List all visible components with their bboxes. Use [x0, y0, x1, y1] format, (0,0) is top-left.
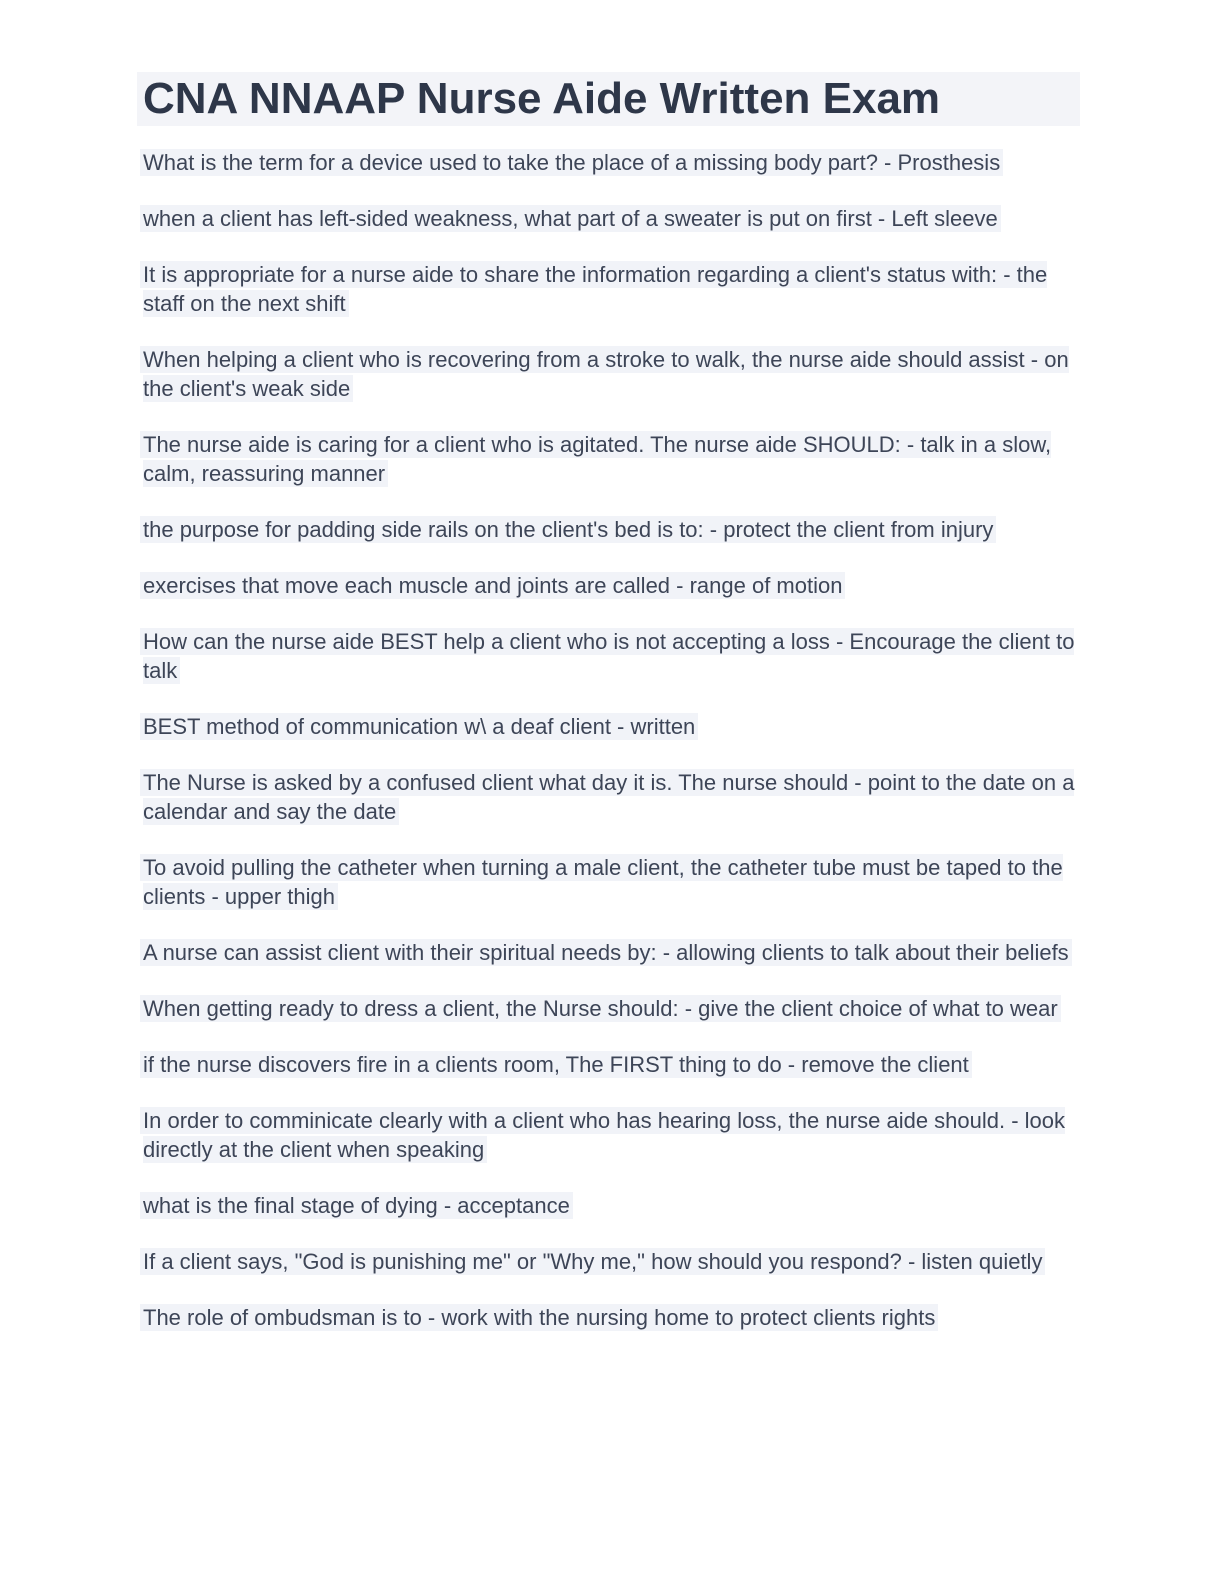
qa-item [143, 712, 1081, 741]
qa-item [143, 1106, 1081, 1164]
qa-item [143, 515, 1081, 544]
qa-text: The role of ombudsman is to - work with the nursing home to protect clients rights [140, 1304, 938, 1331]
qa-text: when a client has left-sided weakness, what part of a sweater is put on first - Left sleeve [140, 205, 1001, 232]
qa-item [143, 260, 1081, 318]
qa-text: If a client says, "God is punishing me" or "Why me," how should you respond? - listen quietly [140, 1248, 1045, 1275]
qa-item [143, 994, 1081, 1023]
qa-text: To avoid pulling the catheter when turning a male client, the catheter tube must be taped to the clients - upper thigh [140, 854, 1063, 910]
qa-text: the purpose for padding side rails on the client's bed is to: - protect the client from injury [140, 516, 996, 543]
qa-list [143, 148, 1081, 1332]
qa-text: exercises that move each muscle and joints are called - range of motion [140, 572, 845, 599]
qa-text: A nurse can assist client with their spiritual needs by: - allowing clients to talk about their beliefs [140, 939, 1072, 966]
qa-text: When getting ready to dress a client, the Nurse should: - give the client choice of what to wear [140, 995, 1061, 1022]
qa-item [143, 204, 1081, 233]
qa-text: It is appropriate for a nurse aide to share the information regarding a client's status with: - the staff on the next shift [140, 261, 1047, 317]
qa-item [143, 853, 1081, 911]
qa-text: if the nurse discovers fire in a clients room, The FIRST thing to do - remove the client [140, 1051, 972, 1078]
document-content [143, 72, 1081, 1359]
qa-text: In order to comminicate clearly with a client who has hearing loss, the nurse aide should. - look directly at the client when speaking [140, 1107, 1065, 1163]
page-title: CNA NNAAP Nurse Aide Written Exam [137, 72, 1080, 126]
qa-item [143, 430, 1081, 488]
qa-item [143, 571, 1081, 600]
qa-text: BEST method of communication w\ a deaf client - written [140, 713, 698, 740]
qa-item [143, 1247, 1081, 1276]
qa-text: The Nurse is asked by a confused client what day it is. The nurse should - point to the date on a calendar and say the date [140, 769, 1074, 825]
qa-text: What is the term for a device used to take the place of a missing body part? - Prosthesis [140, 149, 1003, 176]
qa-text: When helping a client who is recovering from a stroke to walk, the nurse aide should assist - on the client's weak side [140, 346, 1069, 402]
qa-item [143, 768, 1081, 826]
qa-item [143, 1303, 1081, 1332]
qa-item [143, 1191, 1081, 1220]
qa-item [143, 1050, 1081, 1079]
qa-item [143, 345, 1081, 403]
qa-text: what is the final stage of dying - acceptance [140, 1192, 573, 1219]
qa-item [143, 938, 1081, 967]
qa-text: The nurse aide is caring for a client who is agitated. The nurse aide SHOULD: - talk in a slow, calm, reassuring manner [140, 431, 1051, 487]
qa-text: How can the nurse aide BEST help a client who is not accepting a loss - Encourage the client to talk [140, 628, 1074, 684]
qa-item [143, 148, 1081, 177]
qa-item [143, 627, 1081, 685]
